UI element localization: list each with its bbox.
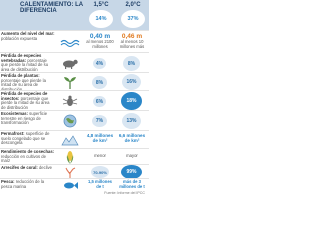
row-label-bold: Rendimiento de cosechas:	[1, 149, 55, 154]
fisheries-value-2-0c: más de 3 millones de t	[119, 179, 145, 189]
insects-bubble-2-0c: 18%	[121, 92, 142, 110]
row-label-text: declive	[38, 165, 52, 170]
animal-icon	[59, 56, 81, 70]
row-label	[1, 54, 55, 72]
row-label-bold: Permafrost:	[1, 131, 25, 136]
row-label-bold: Pérdida de especies de insectos:	[1, 91, 48, 101]
permafrost-2-0c	[118, 133, 146, 143]
vertebrates-bubble-2-0c: 8%	[123, 56, 140, 71]
row-label-text: porcentaje que pierde la mitad de su área de distribución	[1, 95, 50, 110]
row-crops	[0, 148, 149, 164]
row-sea-level	[0, 30, 149, 52]
fisheries-value-1-5c: 1,5 millones de t	[88, 179, 112, 189]
row-label-bold: Pesca:	[1, 179, 15, 184]
fisheries-1-5c	[86, 180, 114, 189]
coral-icon	[59, 166, 81, 178]
ecosystems-bubble-1-5c: 7%	[92, 115, 107, 127]
row-label	[1, 32, 55, 41]
sea-level-2-0c	[118, 33, 146, 49]
row-label	[1, 92, 55, 110]
insects-bubble-1-5c: 6%	[93, 96, 106, 107]
plant-icon	[59, 75, 81, 89]
row-label	[1, 150, 55, 164]
permafrost-1-5c	[86, 133, 114, 143]
column-header-1-5c: 1,5°C	[93, 2, 109, 8]
corn-icon	[59, 150, 81, 164]
row-label-bold: Ecosistemas:	[1, 111, 28, 116]
vertebrates-bubble-1-5c: 4%	[93, 58, 106, 69]
row-label	[1, 166, 55, 171]
row-insects	[0, 90, 149, 110]
row-label	[1, 180, 55, 189]
globe-icon	[59, 114, 81, 128]
crops-1-5c: menor	[94, 153, 106, 158]
top-value-2-0c: 37%	[121, 10, 145, 28]
sea-level-value-2-0c: 0,46 m	[121, 33, 143, 40]
sea-level-text-2-0c: al menos 10 millones más	[119, 39, 145, 49]
row-label-bold: Pérdida de especies vertebradas:	[1, 53, 42, 63]
header-band	[0, 0, 149, 30]
row-fisheries	[0, 178, 149, 191]
row-label-text: superficie terrestre en riesgo de transformación	[1, 111, 48, 126]
row-permafrost	[0, 130, 149, 148]
plants-bubble-1-5c: 8%	[92, 76, 107, 89]
row-label-bold: Arrecifes de coral:	[1, 165, 38, 170]
row-label-bold: Aumento del nivel del mar:	[1, 31, 55, 36]
permafrost-value-2-0c: 6,6 millones de km²	[118, 133, 146, 143]
permafrost-value-1-5c: 4,8 millones de km²	[86, 133, 114, 143]
row-ecosystems	[0, 110, 149, 130]
wave-icon	[59, 35, 81, 49]
fish-icon	[59, 180, 81, 191]
plants-bubble-2-0c: 16%	[122, 74, 141, 90]
row-label-text: superficie de suelo congelado que se descongela	[1, 131, 50, 146]
sea-level-1-5c	[86, 33, 114, 49]
ecosystems-bubble-2-0c: 13%	[122, 113, 141, 129]
ice-icon	[59, 133, 81, 147]
row-label-text: porcentaje que pierde la mitad de su área de distribución	[1, 57, 49, 72]
insect-icon	[59, 94, 81, 108]
row-label-text: población expuesta	[1, 35, 38, 41]
column-header-2-0c: 2,0°C	[125, 2, 141, 8]
crops-2-0c: mayor	[126, 153, 138, 158]
fisheries-2-0c	[118, 180, 146, 189]
coral-bubble-1-5c: 70-90%	[91, 166, 109, 178]
row-vertebrates	[0, 52, 149, 72]
row-label-bold: Pérdida de plantas:	[1, 73, 40, 78]
row-label-text: reducción en cultivos de maíz	[1, 153, 46, 164]
source-footer: Fuente: Informe del IPCC	[104, 191, 145, 195]
row-plants	[0, 72, 149, 90]
row-label	[1, 112, 55, 126]
row-coral	[0, 164, 149, 178]
coral-bubble-2-0c: 99%	[121, 165, 142, 179]
sea-level-text-1-5c: al menos 2100 millones	[86, 39, 114, 49]
row-label-text: reducción de la pesca marina	[1, 179, 45, 189]
row-label-text: porcentaje que pierde la mitad de su área de distribución	[1, 77, 46, 92]
row-label	[1, 132, 55, 146]
top-value-1-5c: 14%	[89, 10, 113, 28]
sea-level-value-1-5c: 0,40 m	[89, 33, 111, 40]
page-title: CALENTAMIENTO: LA DIFERENCIA	[20, 2, 83, 14]
